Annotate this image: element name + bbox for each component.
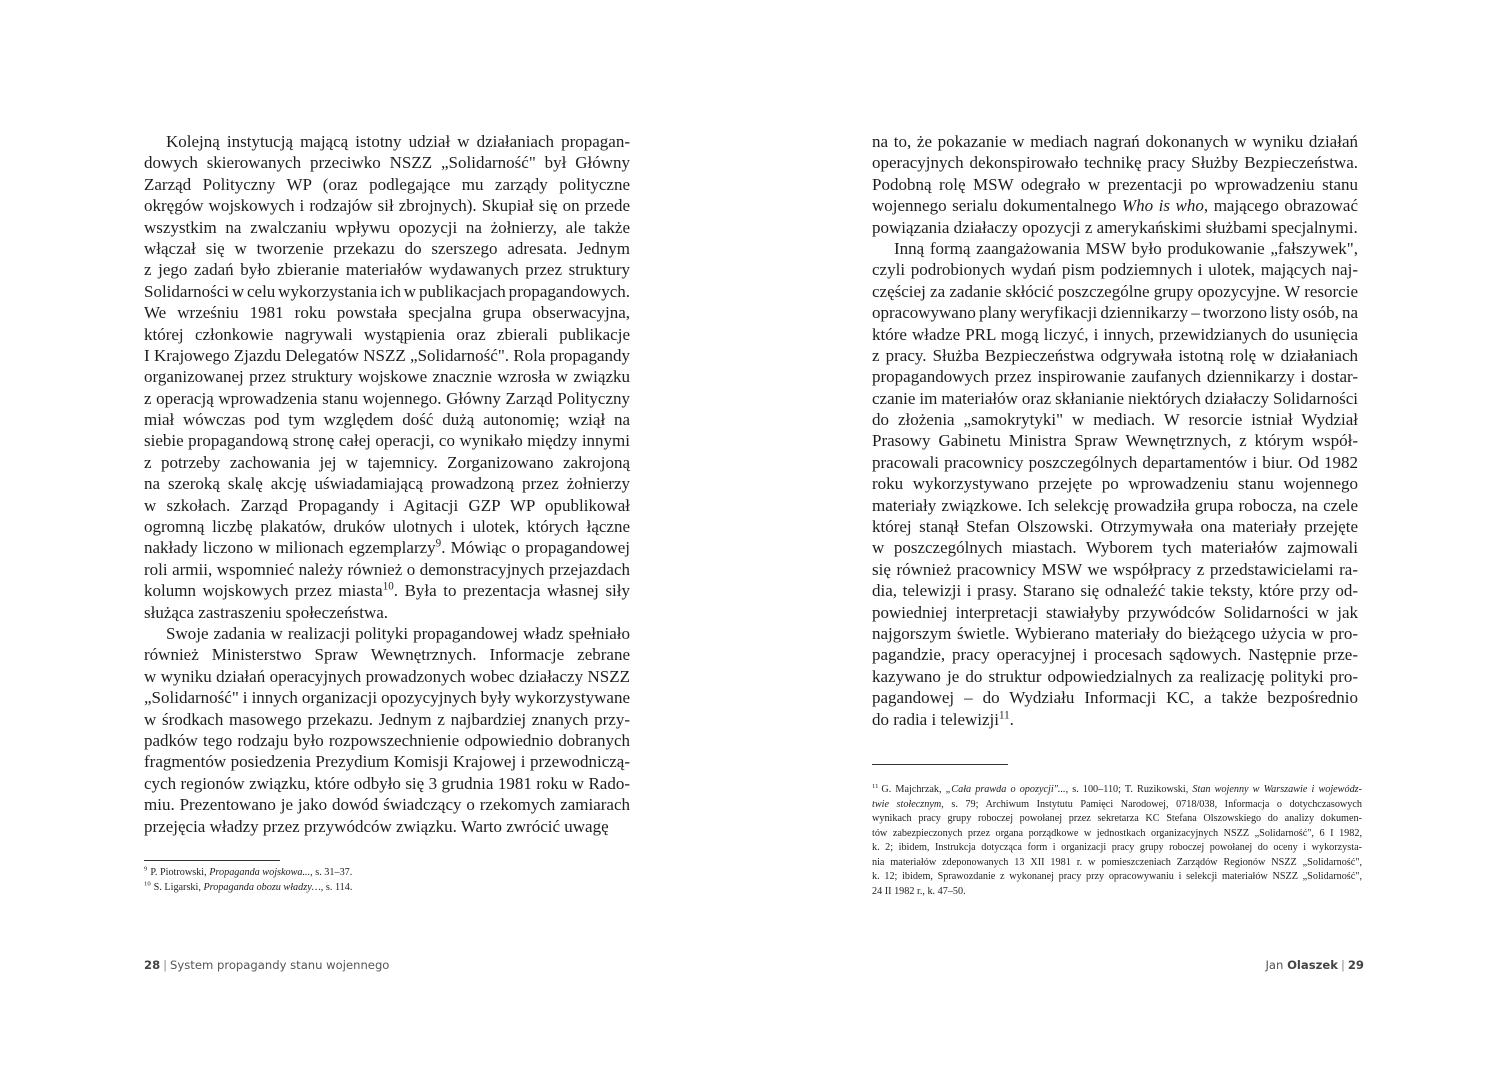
text-line xyxy=(144,537,630,558)
author-last-name: Olaszek xyxy=(1287,958,1338,972)
author-first-name: Jan xyxy=(1265,958,1284,972)
series-title: Who is who xyxy=(1121,196,1204,216)
text-line xyxy=(144,580,630,601)
text-line: I Krajowego Zjazdu Delegatów NSZZ „Solidarność". Rola propagandy xyxy=(144,345,630,365)
footer-separator: | xyxy=(163,958,168,972)
text-line: Swoje zadania w realizacji polityki propagandowej władz spełniało xyxy=(166,623,630,643)
right-page xyxy=(750,0,1500,1086)
text-line: padków tego rodzaju było rozpowszechnienie odpowiednio dobranych xyxy=(144,730,630,750)
right-body-text xyxy=(872,131,1358,730)
text-line: do złożenia „samokrytyki" w mediach. W resorcie istniał Wydział xyxy=(872,410,1358,430)
footnote-text: P. Piotrowski, xyxy=(150,867,210,878)
text-line: roku wykorzystywano przejęte po wprowadzeniu stanu wojennego xyxy=(872,474,1358,494)
text-fragment: nakłady liczono w milionach egzemplarzy xyxy=(144,538,436,558)
right-footnotes xyxy=(872,783,1362,899)
text-line: częściej za zadanie skłócić poszczególne grupy opozycyjne. W resorcie xyxy=(872,281,1358,301)
left-running-footer xyxy=(144,958,389,972)
text-line: propagandowych przez inspirowanie zaufanych dziennikarzy i dostar- xyxy=(872,367,1358,387)
text-line: pagandowej – do Wydziału Informacji KC, a także bezpośrednio xyxy=(872,688,1358,708)
text-line: Kolejną instytucją mającą istotny udział w działaniach propagan- xyxy=(166,132,630,151)
footnote-title: Propaganda obozu władzy… xyxy=(203,881,321,893)
footnote-text: , s. 100–110; T. Ruzikowski, xyxy=(1065,784,1193,795)
footnote-title: Propaganda wojskowa... xyxy=(209,867,311,878)
left-footnotes xyxy=(144,866,634,895)
footnote xyxy=(144,866,634,881)
footnote xyxy=(144,881,634,896)
text-fragment: , mającego obrazować xyxy=(1203,196,1358,216)
text-line: cych regionów związku, które odbyło się 3 grudnia 1981 roku w Rado- xyxy=(144,773,630,793)
text-line: materiały związkowe. Ich selekcję prowadziła grupa robocza, na czele xyxy=(872,495,1358,515)
page-number-right: 29 xyxy=(1347,958,1364,972)
text-fragment: kolumn wojskowych przez miasta xyxy=(144,581,383,601)
footnote-line xyxy=(872,798,1362,813)
footnote-ref: 10 xyxy=(382,580,394,593)
left-footnote-rule xyxy=(144,860,280,861)
text-line: miał wówczas pod tym względem dość dużą autonomię; wziął na xyxy=(144,410,630,430)
text-fragment: . Mówiąc o propagandowej xyxy=(441,538,630,558)
footnote-text: k. 2; ibidem, Instrukcja dotycząca form i organizacji pracy grupy roboczej powołanej do oceny i wykorzysta- xyxy=(872,842,1362,853)
text-line: w szkołach. Zarząd Propagandy i Agitacji GZP WP opublikował xyxy=(144,495,630,515)
text-line: dowych skierowanych przeciwko NSZZ „Solidarność" był Główny xyxy=(144,153,630,173)
text-line: z jego zadań było zbieranie materiałów wydawanych przez struktury xyxy=(144,260,630,280)
text-line: włączał się w tworzenie przekazu do szerszego adresata. Jednym xyxy=(144,238,630,258)
footnote-line xyxy=(872,827,1362,842)
text-line: miu. Prezentowano je jako dowód świadczący o rzekomych zamiarach xyxy=(144,795,630,815)
text-line: której członkowie nagrywali wystąpienia oraz zbierali publikacje xyxy=(144,324,630,344)
text-line: które władze PRL mogą liczyć, i innych, przewidzianych do usunięcia xyxy=(872,324,1358,344)
text-line: roli armii, wspomnieć należy również o demonstracyjnych przejazdach xyxy=(144,559,630,579)
footnote-number: 10 xyxy=(144,880,151,888)
footnote-number: 11 xyxy=(872,782,879,790)
footnote-line xyxy=(872,812,1362,827)
footnote-text: G. Majchrzak, xyxy=(881,784,946,795)
text-line: Podobną rolę MSW odegrało w prezentacji po wprowadzeniu stanu xyxy=(872,174,1358,194)
footnote-text: , s. 114. xyxy=(320,881,353,893)
text-line: siebie propagandową stronę całej operacji, co wynikało między innymi xyxy=(144,431,630,451)
text-line: również Ministerstwo Spraw Wewnętrznych. Informacje zebrane xyxy=(144,645,630,665)
text-fragment: do radia i telewizji xyxy=(872,709,999,729)
footnote-text: , s. 31–37. xyxy=(310,867,353,878)
text-line: operacyjnych dekonspirowało technikę pracy Służby Bezpieczeństwa. xyxy=(872,153,1358,173)
footnote-number: 9 xyxy=(144,865,148,873)
text-line: pagandzie, pracy operacyjnej i procesach sądowych. Następnie prze- xyxy=(872,645,1358,665)
footnote-title: „Cała prawda o opozycji"... xyxy=(945,784,1066,795)
text-line: w wyniku działań operacyjnych prowadzonych wobec działaczy NSZZ xyxy=(144,666,630,686)
text-line: wszystkim na zwalczaniu wpływu opozycji na żołnierzy, ale także xyxy=(144,217,630,237)
text-line: której stanął Stefan Olszowski. Otrzymywała ona materiały przejęte xyxy=(872,517,1358,537)
text-line: przejęcia władzy przez przywódców związku. Warto zwrócić uwagę xyxy=(144,816,609,836)
footnote-line xyxy=(872,783,1362,798)
right-footnote-rule xyxy=(872,764,1008,765)
text-line: na szeroką skalę akcję uświadamiającą prowadzoną przez żołnierzy xyxy=(144,474,630,494)
text-line xyxy=(872,195,1358,216)
text-line: w środkach masowego przekazu. Jednym z najbardziej znanych przy- xyxy=(144,709,630,729)
text-line: czanie im materiałów oraz skłanianie niektórych działaczy Solidarności xyxy=(872,388,1358,408)
text-line: w poszczególnych miastach. Wyborem tych materiałów zajmowali xyxy=(872,538,1358,558)
text-line: się również pracownicy MSW we współpracy z przedstawicielami ra- xyxy=(872,559,1358,579)
text-line: pracowali pracownicy poszczególnych departamentów i biur. Od 1982 xyxy=(872,452,1358,472)
text-line: z potrzeby zachowania jej w tajemnicy. Zorganizowano zakrojoną xyxy=(144,452,630,472)
footnote-text: 24 II 1982 r., k. 47–50. xyxy=(872,885,966,897)
text-line: powiedniej interpretacji stawiałyby przywódców Solidarności w jak xyxy=(872,602,1358,622)
footnote-line xyxy=(872,841,1362,856)
text-line: „Solidarność" i innych organizacji opozycyjnych były wykorzystywane xyxy=(144,688,630,708)
footnote-text: k. 12; ibidem, Sprawozdanie z wykonanej pracy przy opracowywaniu i selekcji materiałów NSZZ „Solidarność", xyxy=(872,871,1362,882)
text-fragment: . Była to prezentacja własnej siły xyxy=(393,581,631,601)
text-fragment: . xyxy=(1009,709,1014,729)
text-line: We wrześniu 1981 roku powstała specjalna grupa obserwacyjna, xyxy=(144,303,630,323)
footnote-ref: 9 xyxy=(435,537,442,550)
footnote-text: , s. 79; Archiwum Instytutu Pamięci Narodowej, 0718/038, Informacja o dotychczasowych xyxy=(941,798,1362,810)
footnote-text: tów zabezpieczonych przez organa porządkowe w jednostkach organizacyjnych NSZZ „Solidarność", 6 I 1982, xyxy=(872,827,1362,839)
footnote-text: wynikach pracy grupy roboczej powołanej przez sekretarza KC Stefana Olszowskiego do analizy dokumen- xyxy=(872,813,1362,824)
running-title: System propagandy stanu wojennego xyxy=(170,958,390,972)
footnote-ref: 11 xyxy=(998,708,1010,721)
footer-separator: | xyxy=(1340,958,1345,972)
left-body-text xyxy=(144,131,630,837)
text-line: Inną formą zaangażowania MSW było produkowanie „fałszywek", xyxy=(894,238,1358,258)
text-line: z operacją wprowadzenia stanu wojennego. Główny Zarząd Polityczny xyxy=(144,388,630,408)
text-line: ogromną liczbę plakatów, druków ulotnych i ulotek, których łączne xyxy=(144,517,630,537)
text-line xyxy=(872,709,1358,730)
footnote-line xyxy=(872,885,1362,900)
footnote-line xyxy=(872,856,1362,871)
text-line: opracowywano plany weryfikacji dziennikarzy – tworzono listy osób, na xyxy=(872,303,1358,323)
text-line: służąca zastraszeniu społeczeństwa. xyxy=(144,602,389,622)
footnote-line xyxy=(872,870,1362,885)
text-line: powiązania działaczy opozycji z amerykańskimi służbami specjalnymi. xyxy=(872,217,1358,237)
text-line: Solidarności w celu wykorzystania ich w publikacjach propagandowych. xyxy=(144,281,630,301)
text-line: kazywano je do struktur odpowiedzialnych za realizację polityki pro- xyxy=(872,666,1358,686)
text-line: najgorszym świetle. Wybierano materiały do bieżącego użycia w pro- xyxy=(872,623,1358,643)
text-line: Zarząd Polityczny WP (oraz podlegające mu zarządy polityczne xyxy=(144,174,630,194)
right-running-footer xyxy=(1266,958,1365,972)
text-line: z pracy. Służba Bezpieczeństwa odgrywała istotną rolę w działaniach xyxy=(872,345,1358,365)
text-line: okręgów wojskowych i rodzajów sił zbrojnych). Skupiał się on przede xyxy=(144,196,630,216)
text-line: czyli podrobionych wydań pism podziemnych i ulotek, mających naj- xyxy=(872,260,1358,280)
footnote-text: S. Ligarski, xyxy=(153,881,204,893)
text-line: fragmentów posiedzenia Prezydium Komisji Krajowej i przewodniczą- xyxy=(144,752,630,772)
text-fragment: wojennego serialu dokumentalnego xyxy=(872,196,1122,216)
text-line: organizowanej przez struktury wojskowe znacznie wzrosła w związku xyxy=(144,367,630,387)
page-number-left: 28 xyxy=(144,958,161,972)
footnote-title: Stan wojenny w Warszawie i wojewódz- xyxy=(1192,784,1363,795)
text-line: Prasowy Gabinetu Ministra Spraw Wewnętrznych, z którym współ- xyxy=(872,431,1358,451)
footnote-title: twie stołecznym xyxy=(872,798,942,810)
text-line: dia, telewizji i prasy. Starano się odnaleźć takie teksty, które przy od- xyxy=(872,581,1358,601)
text-line: na to, że pokazanie w mediach nagrań dokonanych w wyniku działań xyxy=(872,132,1358,151)
footnote-text: nia materiałów zdeponowanych 13 XII 1981 r. w pomieszczeniach Zarządów Regionów NSZZ „Solidarność", xyxy=(872,856,1362,868)
